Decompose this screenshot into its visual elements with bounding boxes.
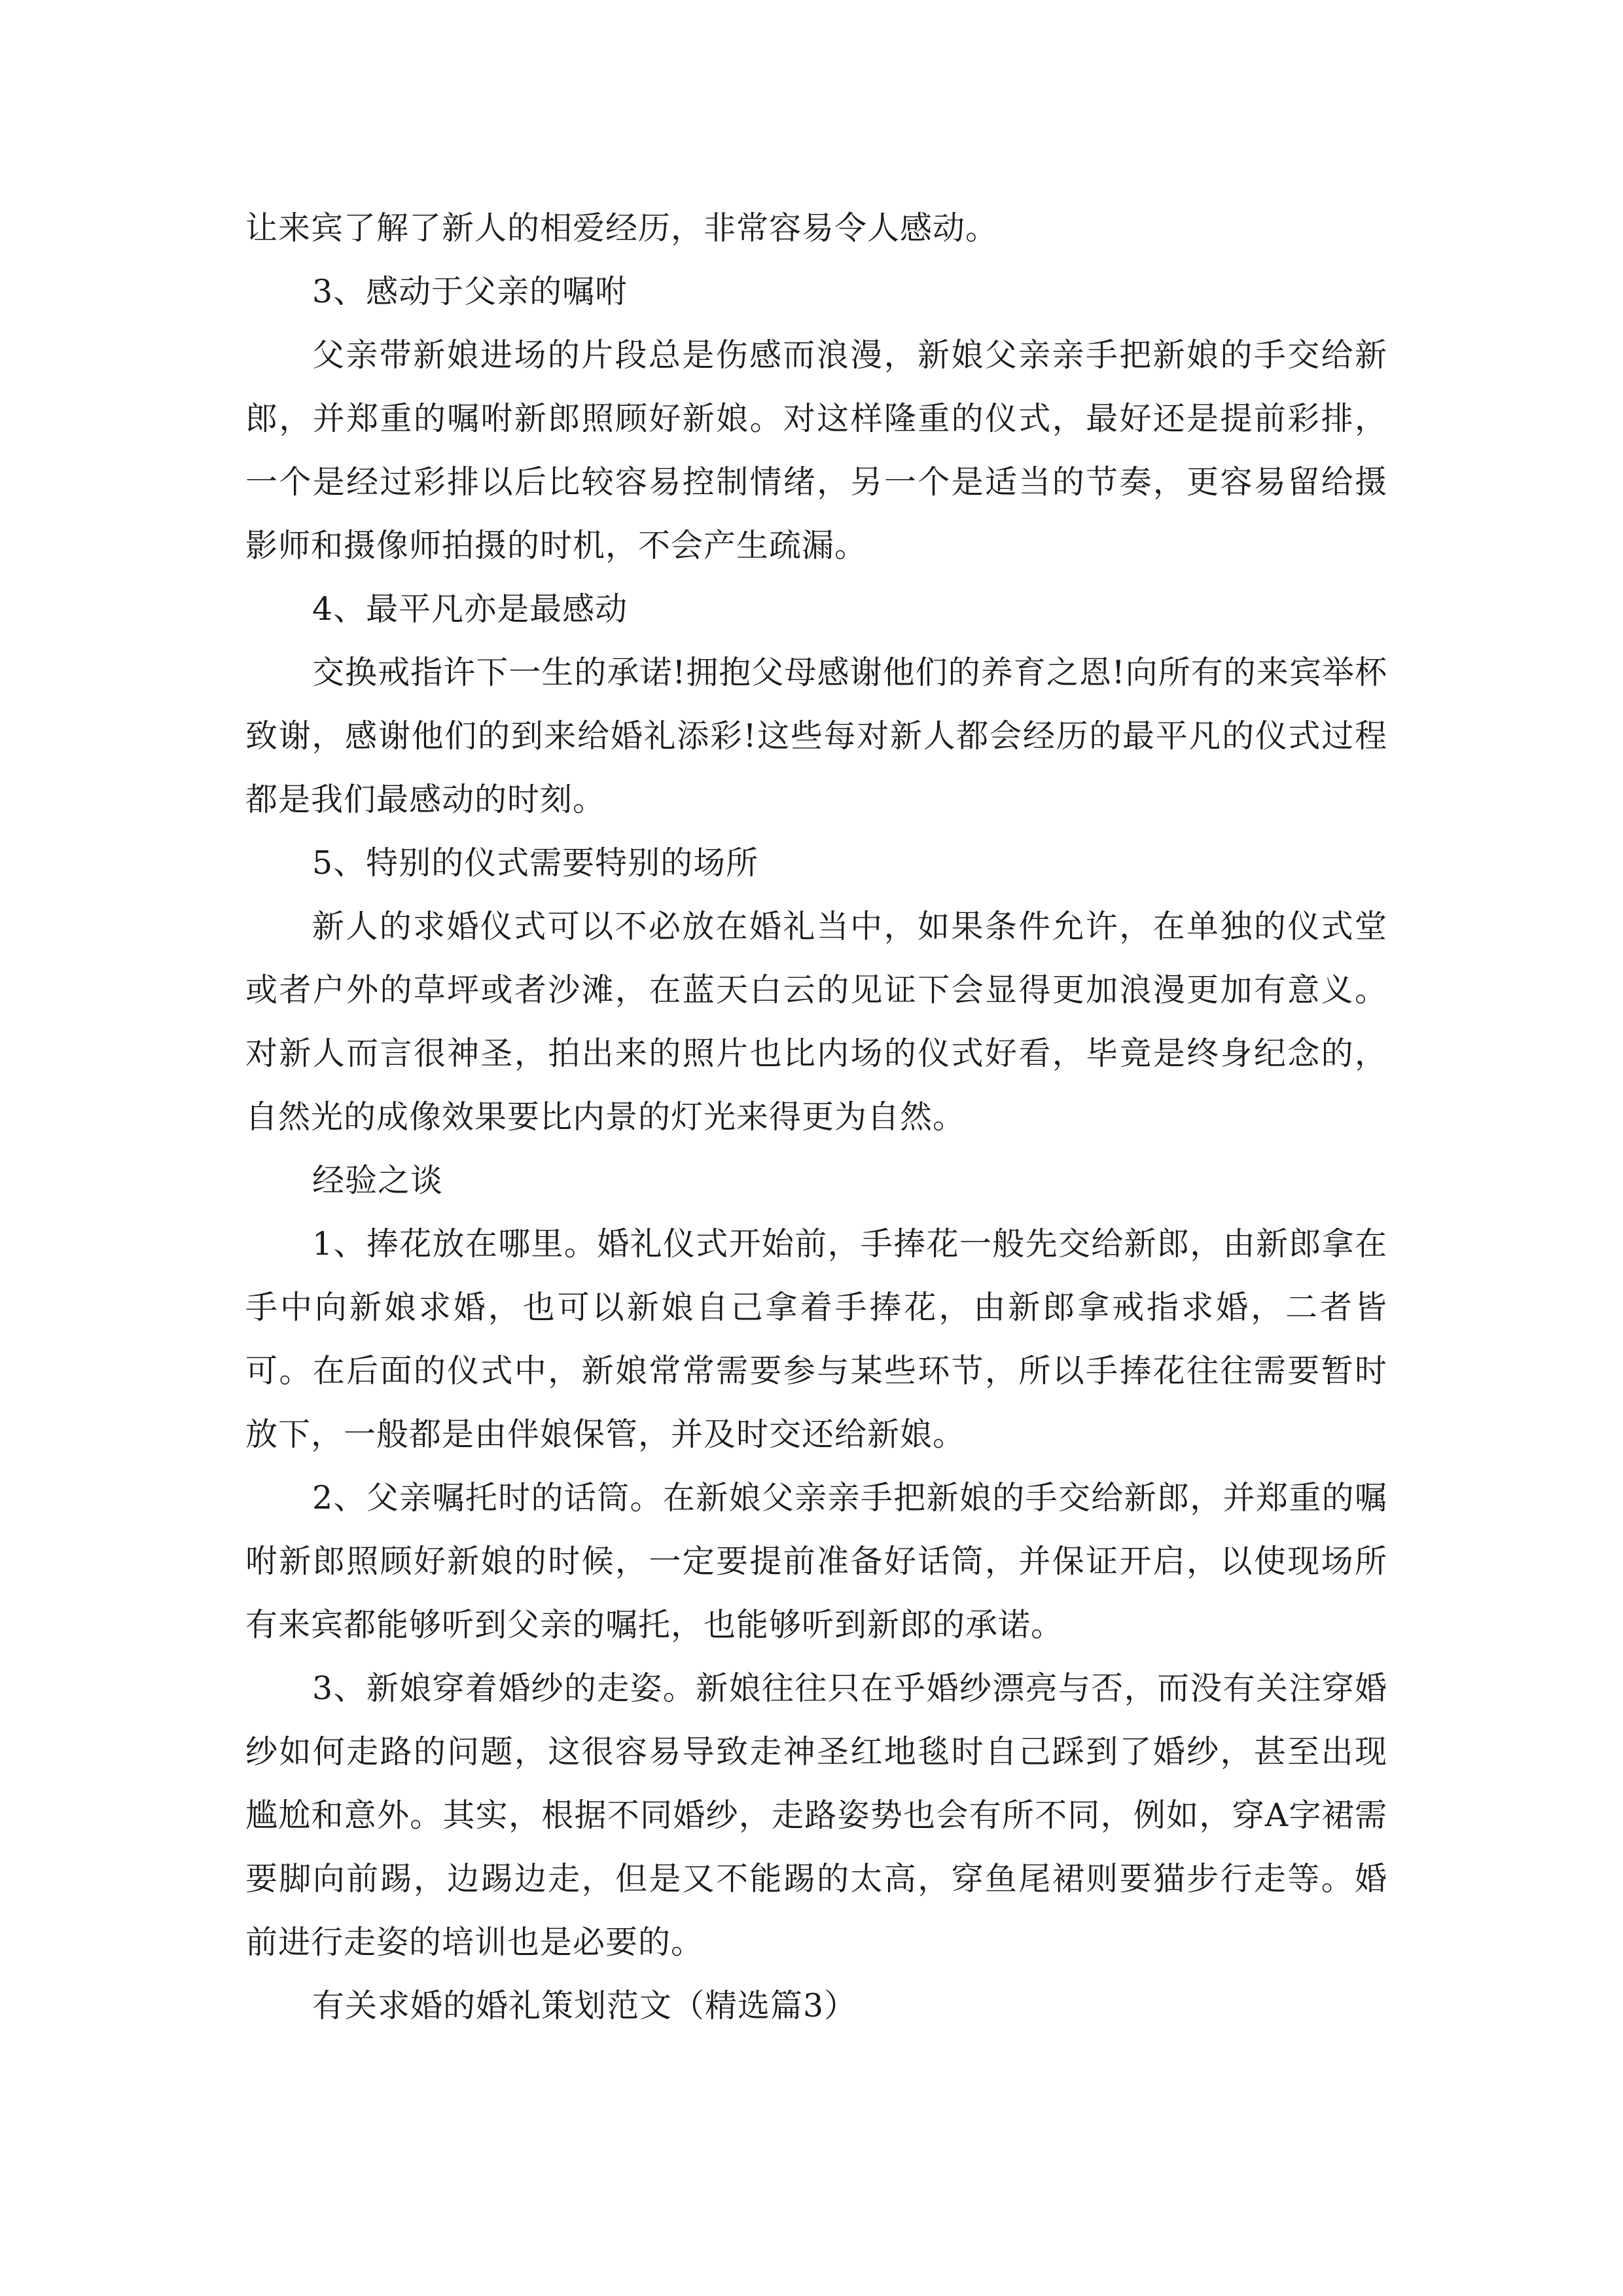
section-heading-5: 5、特别的仪式需要特别的场所 — [312, 844, 759, 882]
paragraph-3: 父亲带新娘进场的片段总是伤感而浪漫，新娘父亲亲手把新娘的手交给新郎，并郑重的嘱咐新郎照顾好新娘。对这样隆重的仪式，最好还是提前彩排，一个是经过彩排以后比较容易控制情绪，另一个是适当的节奏，更容易留给摄影师和摄像师拍摄的时机，不会产生疏漏。 — [245, 336, 1387, 564]
document-body — [245, 196, 1387, 2037]
section-heading-experience: 经验之谈 — [312, 1162, 444, 1199]
tip-walking: 3、新娘穿着婚纱的走姿。新娘往往只在乎婚纱漂亮与否，而没有关注穿婚纱如何走路的问题，这很容易导致走神圣红地毯时自己踩到了婚纱，甚至出现尴尬和意外。其实，根据不同婚纱，走路姿势也会有所不同，例如，穿A字裙需要脚向前踢，边踢边走，但是又不能踢的太高，穿鱼尾裙则要猫步行走等。婚前进行走姿的培训也是必要的。 — [245, 1670, 1387, 1961]
section-heading-4: 4、最平凡亦是最感动 — [312, 590, 628, 628]
paragraph-5: 交换戒指许下一生的承诺!拥抱父母感谢他们的养育之恩!向所有的来宾举杯致谢，感谢他们的到来给婚礼添彩!这些每对新人都会经历的最平凡的仪式过程都是我们最感动的时刻。 — [245, 654, 1387, 818]
section-heading-3: 3、感动于父亲的嘱咐 — [312, 273, 628, 310]
next-article-title: 有关求婚的婚礼策划范文（精选篇3） — [312, 1987, 857, 2024]
paragraph-1: 让来宾了解了新人的相爱经历，非常容易令人感动。 — [245, 209, 999, 247]
tip-bouquet: 1、捧花放在哪里。婚礼仪式开始前，手捧花一般先交给新郎，由新郎拿在手中向新娘求婚，也可以新娘自己拿着手捧花，由新郎拿戒指求婚，二者皆可。在后面的仪式中，新娘常常需要参与某些环节，所以手捧花往往需要暂时放下，一般都是由伴娘保管，并及时交还给新娘。 — [245, 1225, 1387, 1453]
tip-microphone: 2、父亲嘱托时的话筒。在新娘父亲亲手把新娘的手交给新郎，并郑重的嘱咐新郎照顾好新娘的时候，一定要提前准备好话筒，并保证开启，以使现场所有来宾都能够听到父亲的嘱托，也能够听到新郎的承诺。 — [245, 1479, 1387, 1643]
paragraph-7: 新人的求婚仪式可以不必放在婚礼当中，如果条件允许，在单独的仪式堂或者户外的草坪或者沙滩，在蓝天白云的见证下会显得更加浪漫更加有意义。对新人而言很神圣，拍出来的照片也比内场的仪式好看，毕竟是终身纪念的，自然光的成像效果要比内景的灯光来得更为自然。 — [245, 908, 1387, 1136]
